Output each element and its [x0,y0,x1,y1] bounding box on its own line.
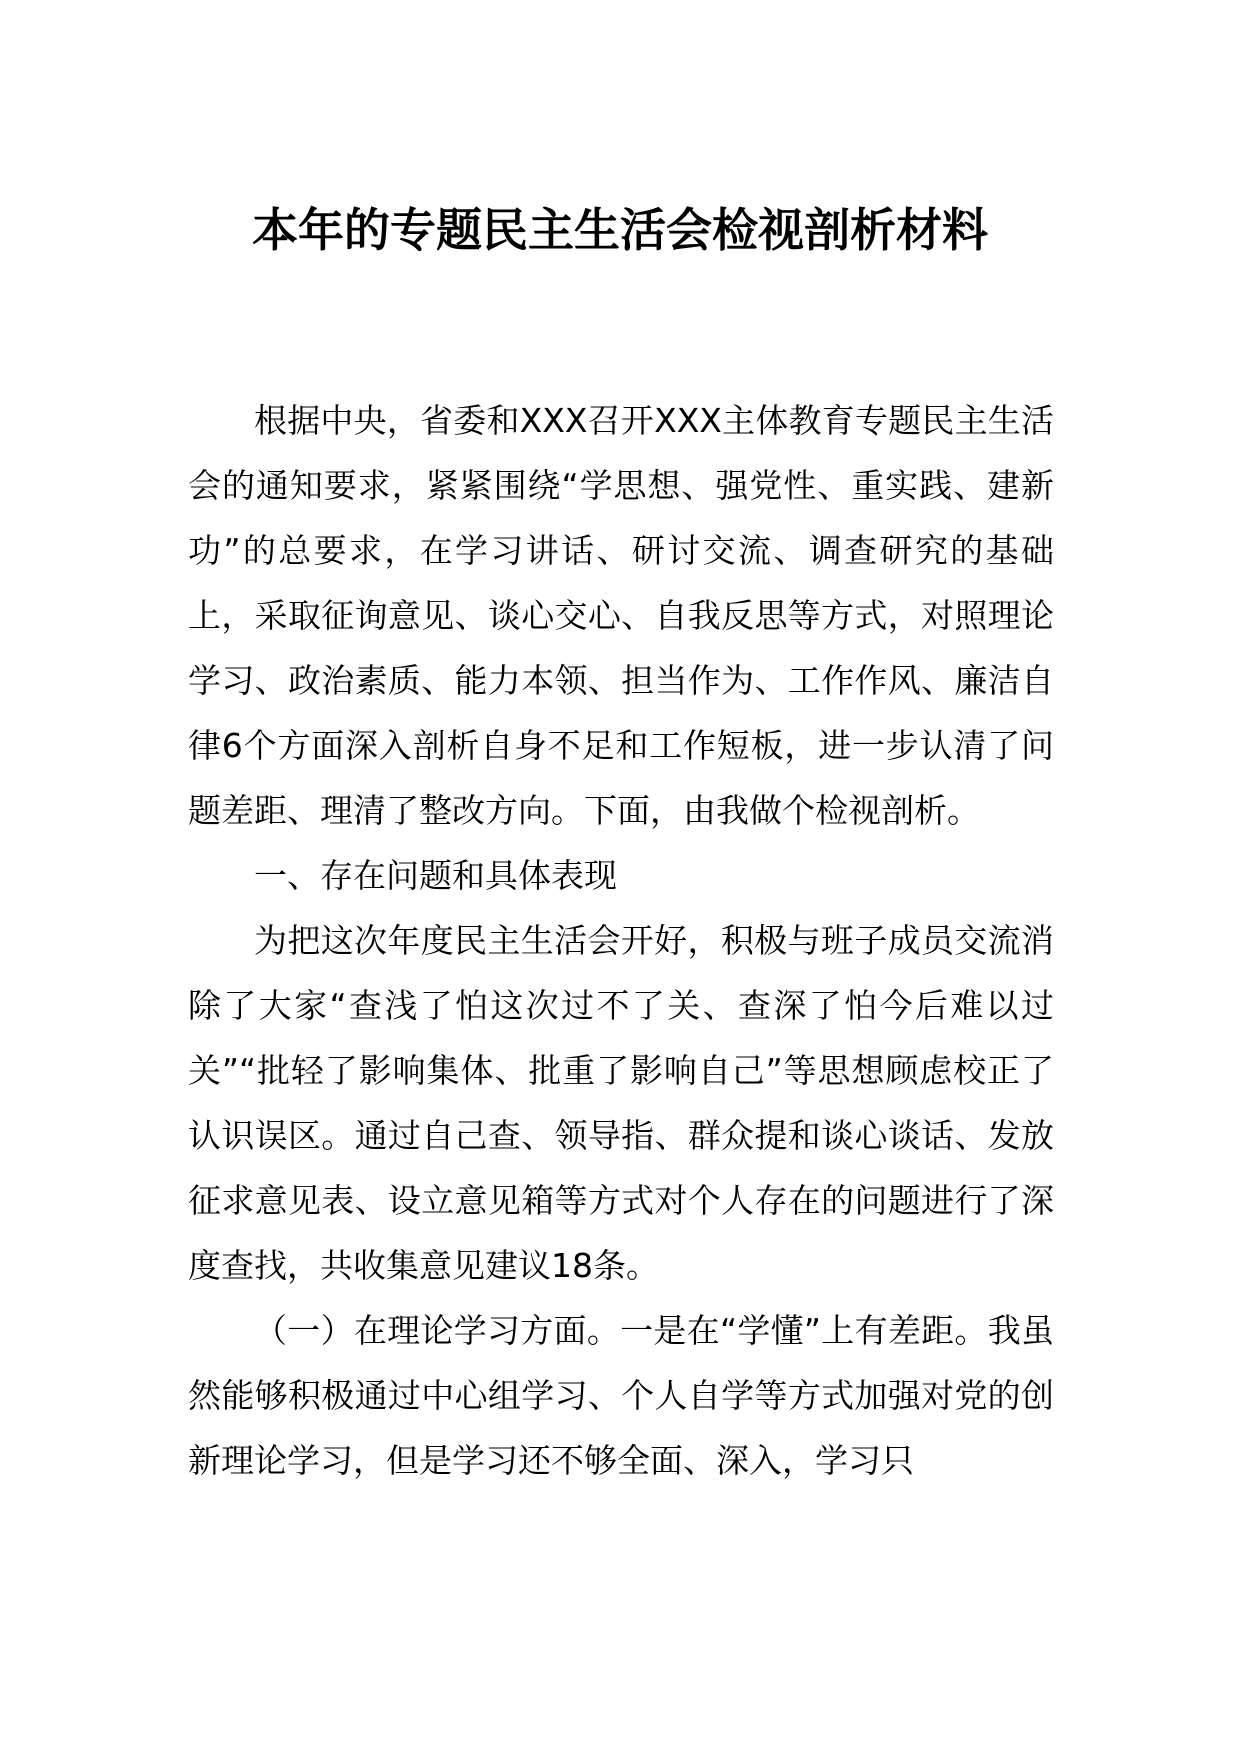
body-paragraph: 为把这次年度民主生活会开好，积极与班子成员交流消除了大家“查浅了怕这次过不了关、查深了怕今后难以过关”“批轻了影响集体、批重了影响自己”等思想顾虑校正了认识误区。通过自己查、领导指、群众提和谈心谈话、发放征求意见表、设立意见箱等方式对个人存在的问题进行了深度查找，共收集意见建议18条。 [188,921,1054,1285]
section-heading: 一、存在问题和具体表现 [254,856,617,895]
document-body [188,388,1054,1493]
subsection-paragraph: （一）在理论学习方面。一是在“学懂”上有差距。我虽然能够积极通过中心组学习、个人自学等方式加强对党的创新理论学习，但是学习还不够全面、深入，学习只 [188,1311,1054,1480]
intro-paragraph: 根据中央，省委和XXX召开XXX主体教育专题民主生活会的通知要求，紧紧围绕“学思想、强党性、重实践、建新功”的总要求，在学习讲话、研讨交流、调查研究的基础上，采取征询意见、谈心交心、自我反思等方式，对照理论学习、政治素质、能力本领、担当作为、工作作风、廉洁自律6个方面深入剖析自身不足和工作短板，进一步认清了问题差距、理清了整改方向。下面，由我做个检视剖析。 [188,401,1054,830]
document-title: 本年的专题民主生活会检视剖析材料 [252,203,988,257]
